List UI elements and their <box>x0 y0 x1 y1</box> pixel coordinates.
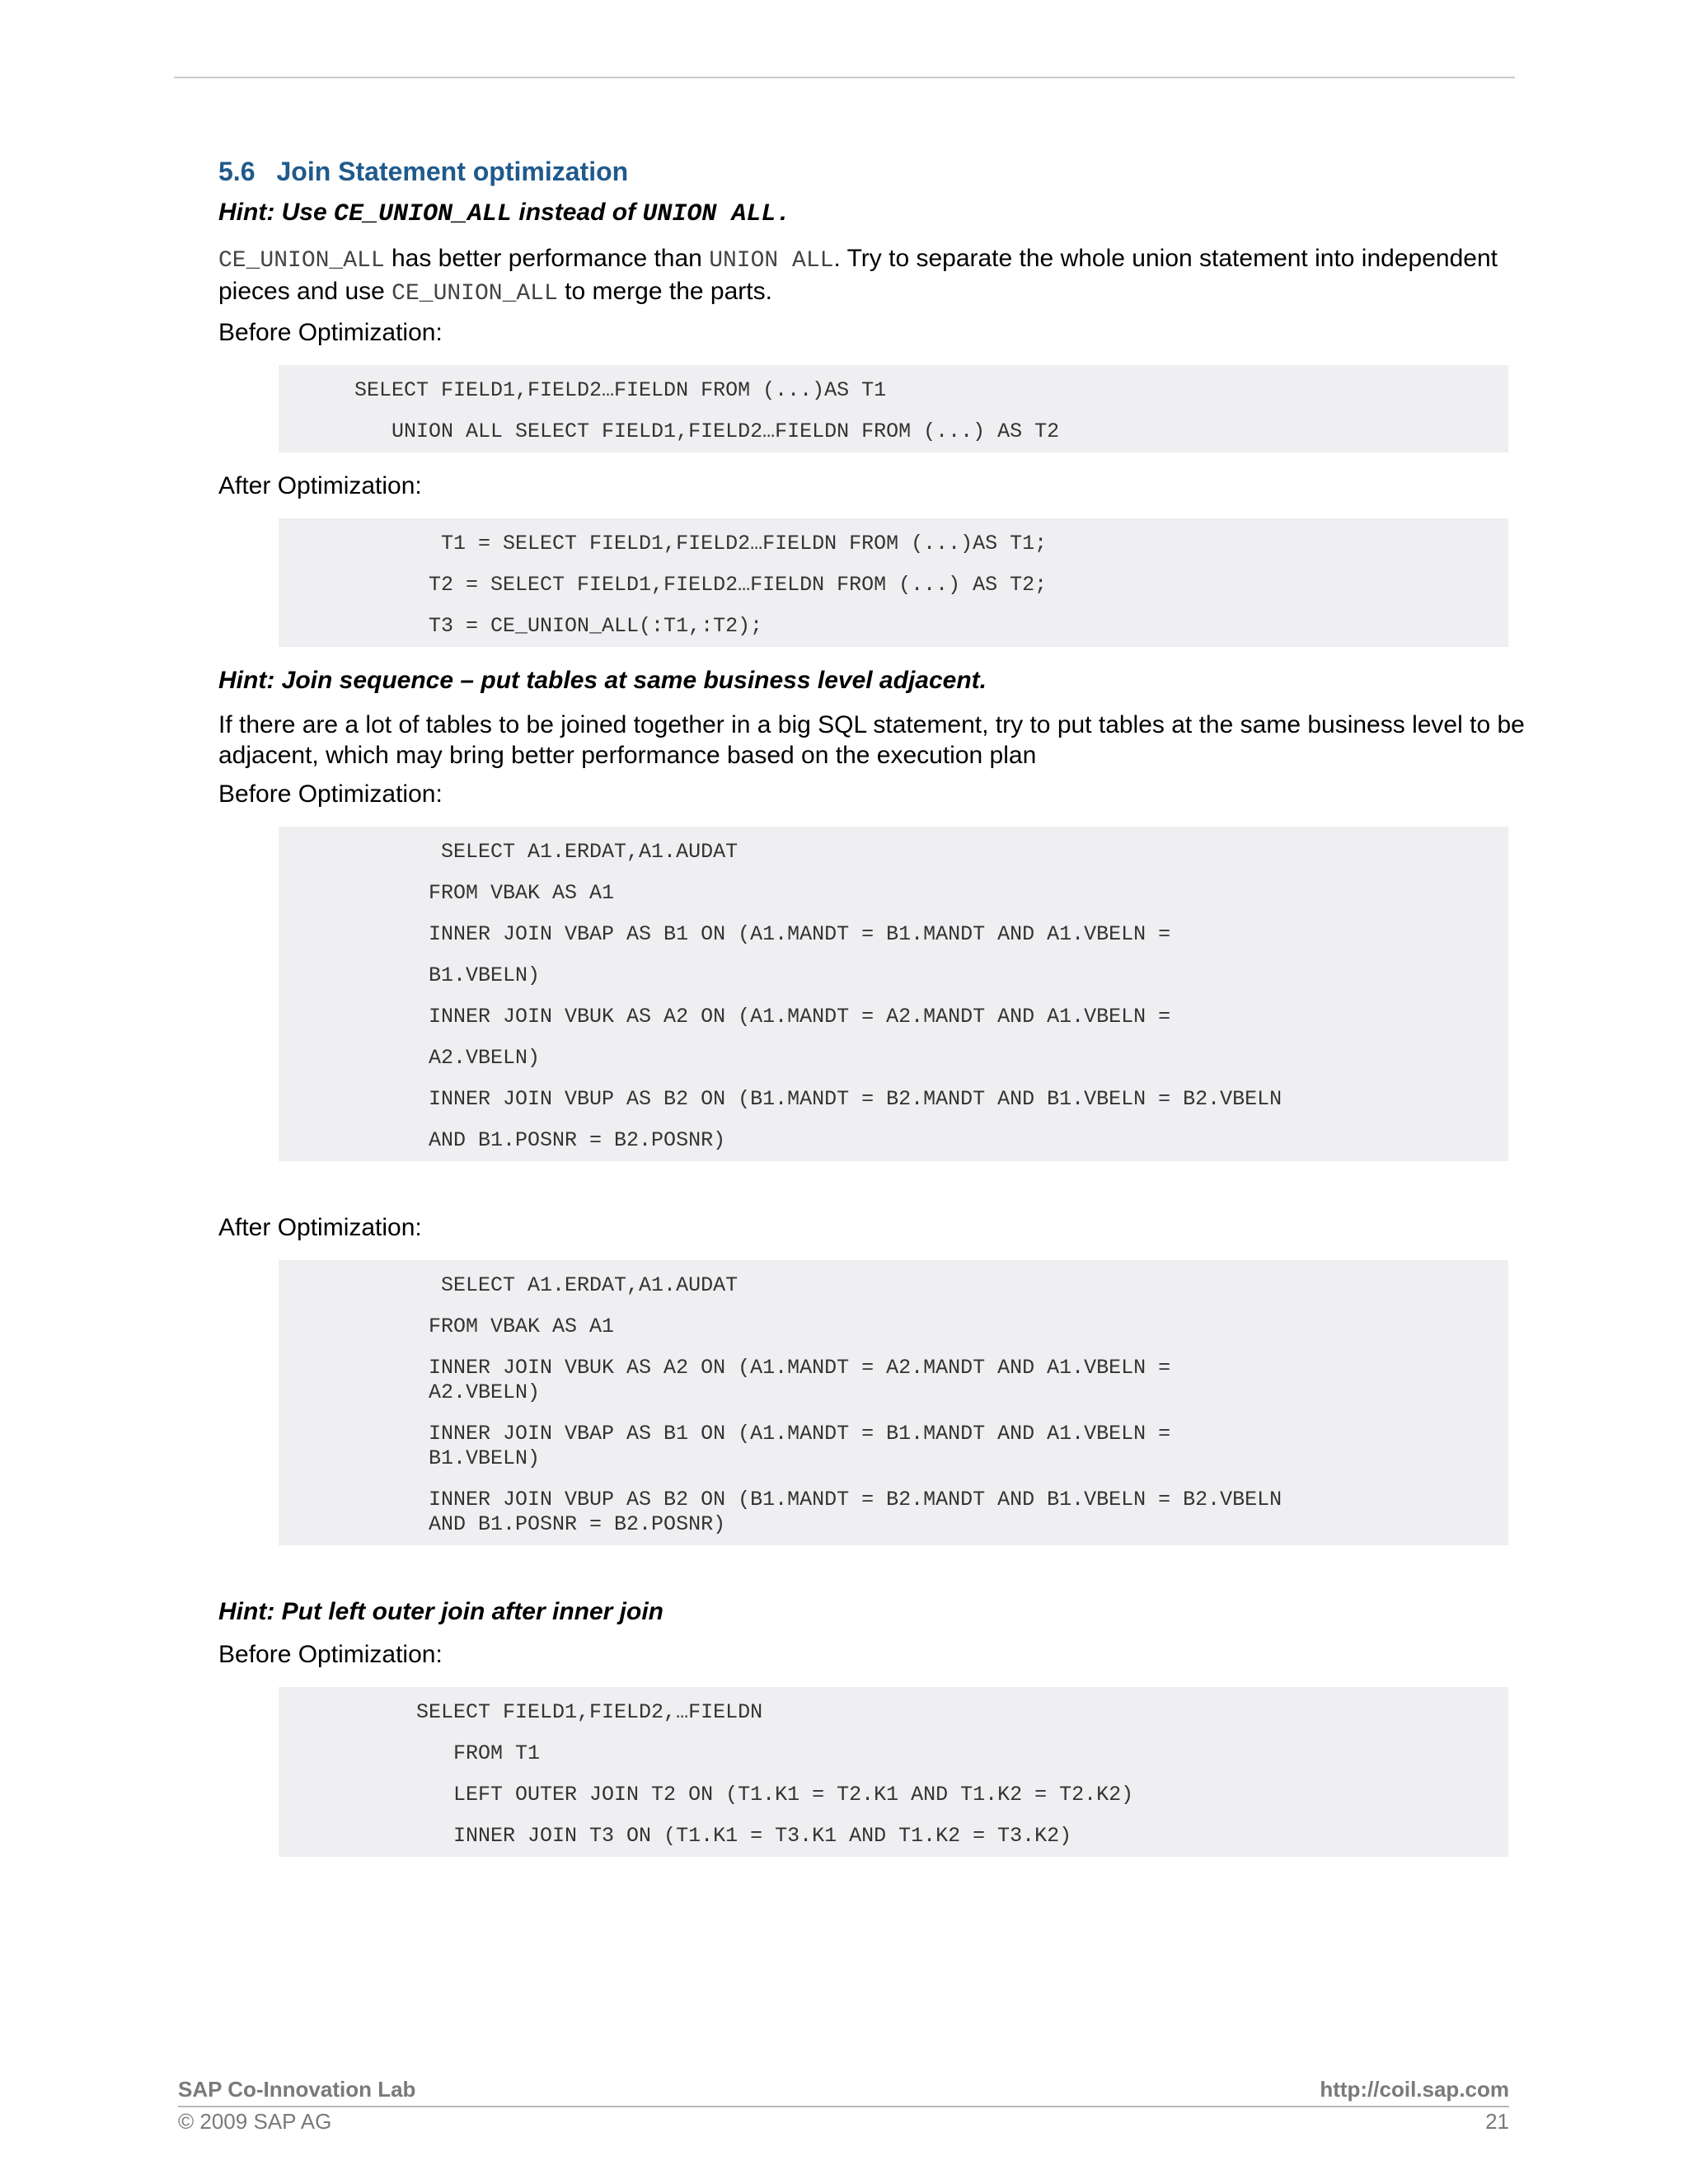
text: has better performance than <box>384 245 710 272</box>
code-line: INNER JOIN VBUP AS B2 ON (B1.MANDT = B2.MANDT AND B1.VBELN = B2.VBELN <box>354 1488 1282 1511</box>
footer-url[interactable]: http://coil.sap.com <box>1320 2077 1509 2102</box>
header-rule <box>174 77 1515 78</box>
before-label: Before Optimization: <box>218 319 443 346</box>
hint-text: Hint: Use <box>218 199 335 226</box>
code-line: FROM VBAK AS A1 <box>354 881 615 905</box>
code-line: AND B1.POSNR = B2.POSNR) <box>354 1128 726 1152</box>
code-line: SELECT FIELD1,FIELD2,…FIELDN <box>354 1700 763 1724</box>
code-line: T1 = SELECT FIELD1,FIELD2…FIELDN FROM (...)AS T1; <box>354 532 1048 555</box>
code-line: SELECT A1.ERDAT,A1.AUDAT <box>354 840 738 864</box>
page-number: 21 <box>1485 2109 1509 2134</box>
code-line: INNER JOIN VBAP AS B1 ON (A1.MANDT = B1.MANDT AND A1.VBELN = <box>354 922 1171 946</box>
code-block <box>279 1687 1508 1857</box>
section-title: Join Statement optimization <box>276 157 629 186</box>
hint-text: . <box>776 200 791 228</box>
code-line: SELECT FIELD1,FIELD2…FIELDN FROM (...)AS T1 <box>354 378 887 402</box>
code-line: FROM T1 <box>354 1741 541 1765</box>
footer-copyright: © 2009 SAP AG <box>178 2109 332 2134</box>
code-line: INNER JOIN VBAP AS B1 ON (A1.MANDT = B1.MANDT AND A1.VBELN = <box>354 1422 1171 1446</box>
after-label: After Optimization: <box>218 472 422 499</box>
code-line: INNER JOIN VBUK AS A2 ON (A1.MANDT = A2.MANDT AND A1.VBELN = <box>354 1005 1171 1029</box>
code-line: T3 = CE_UNION_ALL(:T1,:T2); <box>354 614 763 638</box>
hint-union <box>218 199 1529 228</box>
page-content <box>218 157 1529 1877</box>
before-label: Before Optimization: <box>218 1641 443 1668</box>
code-line: AND B1.POSNR = B2.POSNR) <box>354 1512 726 1536</box>
code-line: INNER JOIN VBUK AS A2 ON (A1.MANDT = A2.MANDT AND A1.VBELN = <box>354 1356 1171 1380</box>
hint-text: instead of <box>512 199 643 226</box>
code-line: UNION ALL SELECT FIELD1,FIELD2…FIELDN FROM (...) AS T2 <box>354 419 1060 443</box>
code-line: INNER JOIN T3 ON (T1.K1 = T3.K1 AND T1.K2 = T3.K2) <box>354 1824 1072 1848</box>
code-line: FROM VBAK AS A1 <box>354 1315 615 1338</box>
code-line: B1.VBELN) <box>354 1446 541 1470</box>
code-line: INNER JOIN VBUP AS B2 ON (B1.MANDT = B2.MANDT AND B1.VBELN = B2.VBELN <box>354 1087 1282 1111</box>
paragraph-join-sequence: If there are a lot of tables to be joined together in a big SQL statement, try to put tables at the same business level to be adjacent, which may bring better performance based on the execution plan <box>218 711 1525 769</box>
section-heading <box>218 157 1529 187</box>
hint-join-sequence: Hint: Join sequence – put tables at same business level adjacent. <box>218 667 987 694</box>
hint-code: UNION ALL <box>642 200 776 228</box>
code-line: A2.VBELN) <box>354 1046 541 1070</box>
code-block <box>279 365 1508 452</box>
code-line: A2.VBELN) <box>354 1380 541 1404</box>
text: to merge the parts. <box>557 278 772 305</box>
code-block <box>279 1260 1508 1545</box>
hint-code: CE_UNION_ALL <box>334 200 513 228</box>
footer-org: SAP Co-Innovation Lab <box>178 2077 416 2102</box>
code-block <box>279 827 1508 1161</box>
inline-code: CE_UNION_ALL <box>218 248 385 274</box>
page-footer <box>178 2077 1509 2135</box>
code-line: B1.VBELN) <box>354 963 541 987</box>
code-line: T2 = SELECT FIELD1,FIELD2…FIELDN FROM (...) AS T2; <box>354 573 1048 597</box>
text: . Try to separate the whole union statement into independent pieces and use <box>218 245 1498 305</box>
inline-code: UNION ALL <box>709 248 834 274</box>
hint-left-outer-join: Hint: Put left outer join after inner join <box>218 1598 663 1625</box>
after-label: After Optimization: <box>218 1214 422 1241</box>
code-line: LEFT OUTER JOIN T2 ON (T1.K1 = T2.K1 AND T1.K2 = T2.K2) <box>354 1783 1134 1807</box>
code-block <box>279 518 1508 647</box>
section-number: 5.6 <box>218 157 256 186</box>
code-line: SELECT A1.ERDAT,A1.AUDAT <box>354 1273 738 1297</box>
inline-code: CE_UNION_ALL <box>392 281 558 307</box>
paragraph-union <box>218 243 1529 309</box>
before-label: Before Optimization: <box>218 780 443 808</box>
